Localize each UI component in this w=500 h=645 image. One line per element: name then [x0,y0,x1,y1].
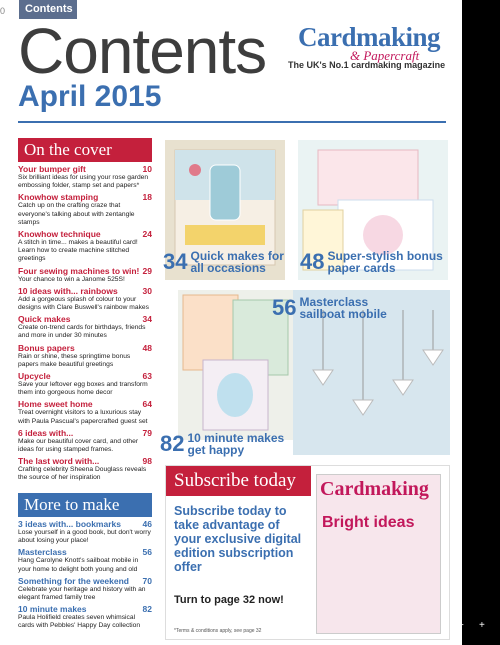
logo-main: Cardmaking [298,22,441,52]
toc-entry-row [18,604,152,614]
section-heading: On the cover [18,138,152,162]
toc-entry-row [18,286,152,296]
toc-entry[interactable] [18,371,152,397]
toc-entry-row [18,428,152,438]
page-title: Contents [18,15,267,87]
toc-entry-page: 46 [142,519,152,529]
toc-entry[interactable] [18,164,152,190]
magazine-logo [298,22,448,63]
toc-entry-title: Your bumper gift [18,164,86,174]
toc-entry-title: Knowhow technique [18,229,101,240]
toc-entry-page: 48 [142,342,152,353]
toc-entry-title: Knowhow stamping [18,192,99,203]
toc-entry-desc: Catch up on the crafting craze that everyone's talking about with zentangle stamps [18,202,135,226]
toc-entry-desc: Lose yourself in a good book, but don't worry about losing your place! [18,529,151,545]
toc-entry-title: 3 ideas with... bookmarks [18,519,121,529]
toc-entry-row [18,456,152,466]
toc-entry[interactable] [18,604,152,630]
toc-entry-title: Four sewing machines to win! [18,265,140,276]
toc-entry-desc: Your chance to win a Janome 525S! [18,275,125,283]
toc-entry-desc: Six brilliant ideas for using your rose garden embossing folder, stamp set and papers* [18,174,149,190]
toc-entry-page: 98 [142,456,152,467]
toc-entry-desc: Paula Holifield creates seven whimsical cards with Pebbles' Happy Day collection [18,614,141,630]
toc-entry[interactable] [18,286,152,312]
toc-entry-title: Quick makes [18,314,71,325]
zoom-in-icon[interactable]: + [479,620,485,631]
toc-entry-title: 10 minute makes [18,604,87,615]
toc-entry-title: Something for the weekend [18,575,129,586]
toc-entry-page: 79 [142,427,152,438]
toc-entry-desc: Make our beautiful cover card, and other ideas for using stamped frames. [18,437,139,454]
toc-entry[interactable] [18,266,152,284]
more-entry-list [18,519,152,631]
toc-entry-row [18,314,152,324]
toc-entry-page: 24 [142,229,152,240]
toc-entry-desc: A stitch in time... makes a beautiful card! Learn how to create machine stitched greetings [18,239,138,263]
toc-entry-page: 10 [142,164,152,174]
toc-entry-title: Bonus papers [18,342,75,353]
toc-entry-row [18,371,152,381]
toc-entry-title: 6 ideas with... [18,427,74,438]
toc-entry[interactable] [18,519,152,545]
subscribe-terms: *Terms & conditions apply, see page 32 [174,628,262,634]
toc-entry-desc: Hang Carolyne Knott's sailboat mobile in your home to delight both young and old [18,557,139,573]
tagline: The UK's No.1 cardmaking magazine [288,60,446,70]
section-heading: More to make [18,493,152,517]
toc-entry-page: 34 [142,314,152,325]
caption-bonus-papers: 48 Super-stylish bonus paper cards [300,249,443,275]
toc-entry-row [18,399,152,409]
toc-entry-title: Home sweet home [18,399,93,410]
toc-entry-desc: Celebrate your heritage and history with an elegant framed family tree [18,585,146,602]
toc-entry[interactable] [18,343,152,369]
subscribe-text: Subscribe today to take advantage of your exclusive digital edition subscription offer [174,504,302,574]
divider [18,121,446,123]
section-tab: Contents [19,0,77,19]
toc-entry-title: The last word with... [18,456,100,467]
toc-entry[interactable] [18,547,152,573]
toc-entry-row [18,519,152,529]
toc-entry-row [18,229,152,239]
page-number: 0 [0,6,6,16]
toc-entry[interactable] [18,314,152,340]
toc-entry-desc: Crafting celebrity Sheena Douglass reveals the source of her inspiration [18,466,147,482]
toc-entry-row [18,547,152,557]
toc-entry[interactable] [18,399,152,425]
toc-entry-page: 64 [142,399,152,410]
toc-entry-desc: Add a gorgeous splash of colour to your designs with Clare Buswell's rainbow makes [18,295,149,312]
cover-entry-list [18,164,152,483]
toc-entry-page: 29 [142,265,152,276]
caption-ten-minute: 82 10 minute makes get happy [160,431,285,457]
toc-entry-desc: Create on-trend cards for birthdays, friends and more in under 30 minutes [18,324,146,340]
toc-entry[interactable] [18,456,152,482]
toc-entry[interactable] [18,576,152,602]
toc-entry-row [18,576,152,586]
toc-entry-row [18,164,152,174]
toc-entry-desc: Rain or shine, these springtime bonus papers make beautiful greetings [18,352,131,368]
issue-date: April 2015 [18,80,162,113]
toc-entry-page: 63 [142,371,152,382]
toc-entry-row [18,343,152,353]
logo-sub: & Papercraft [350,48,420,63]
magazine-cover-image: Cardmaking Bright ideas [316,474,441,634]
zoom-out-icon[interactable]: − [458,620,464,631]
more-to-make-section [18,493,152,631]
toc-entry-row [18,266,152,276]
toc-entry-desc: Save your leftover egg boxes and transform them into gorgeous home decor [18,381,148,397]
caption-masterclass: 56 Masterclass sailboat mobile [272,295,387,321]
on-the-cover-section [18,138,152,483]
toc-entry[interactable] [18,428,152,454]
subscribe-turn: Turn to page 32 now! [174,594,284,606]
toc-entry-page: 18 [142,192,152,203]
toc-entry-title: Upcycle [18,371,51,382]
toc-entry[interactable] [18,229,152,264]
subscribe-box[interactable] [165,465,450,640]
toc-entry-title: Masterclass [18,547,67,558]
caption-quick-makes: 34 Quick makes for all occasions [163,249,284,275]
toc-entry-desc: Treat overnight visitors to a luxurious stay with Paula Pascual's papercrafted guest set [18,409,148,425]
subscribe-heading: Subscribe today [166,466,311,496]
toc-entry-page: 30 [142,285,152,296]
toc-entry[interactable] [18,192,152,227]
toc-entry-row [18,192,152,202]
toc-entry-title: 10 ideas with... rainbows [18,285,118,296]
toc-entry-page: 70 [142,575,152,586]
toc-entry-page: 82 [142,604,152,615]
toc-entry-page: 56 [142,547,152,558]
